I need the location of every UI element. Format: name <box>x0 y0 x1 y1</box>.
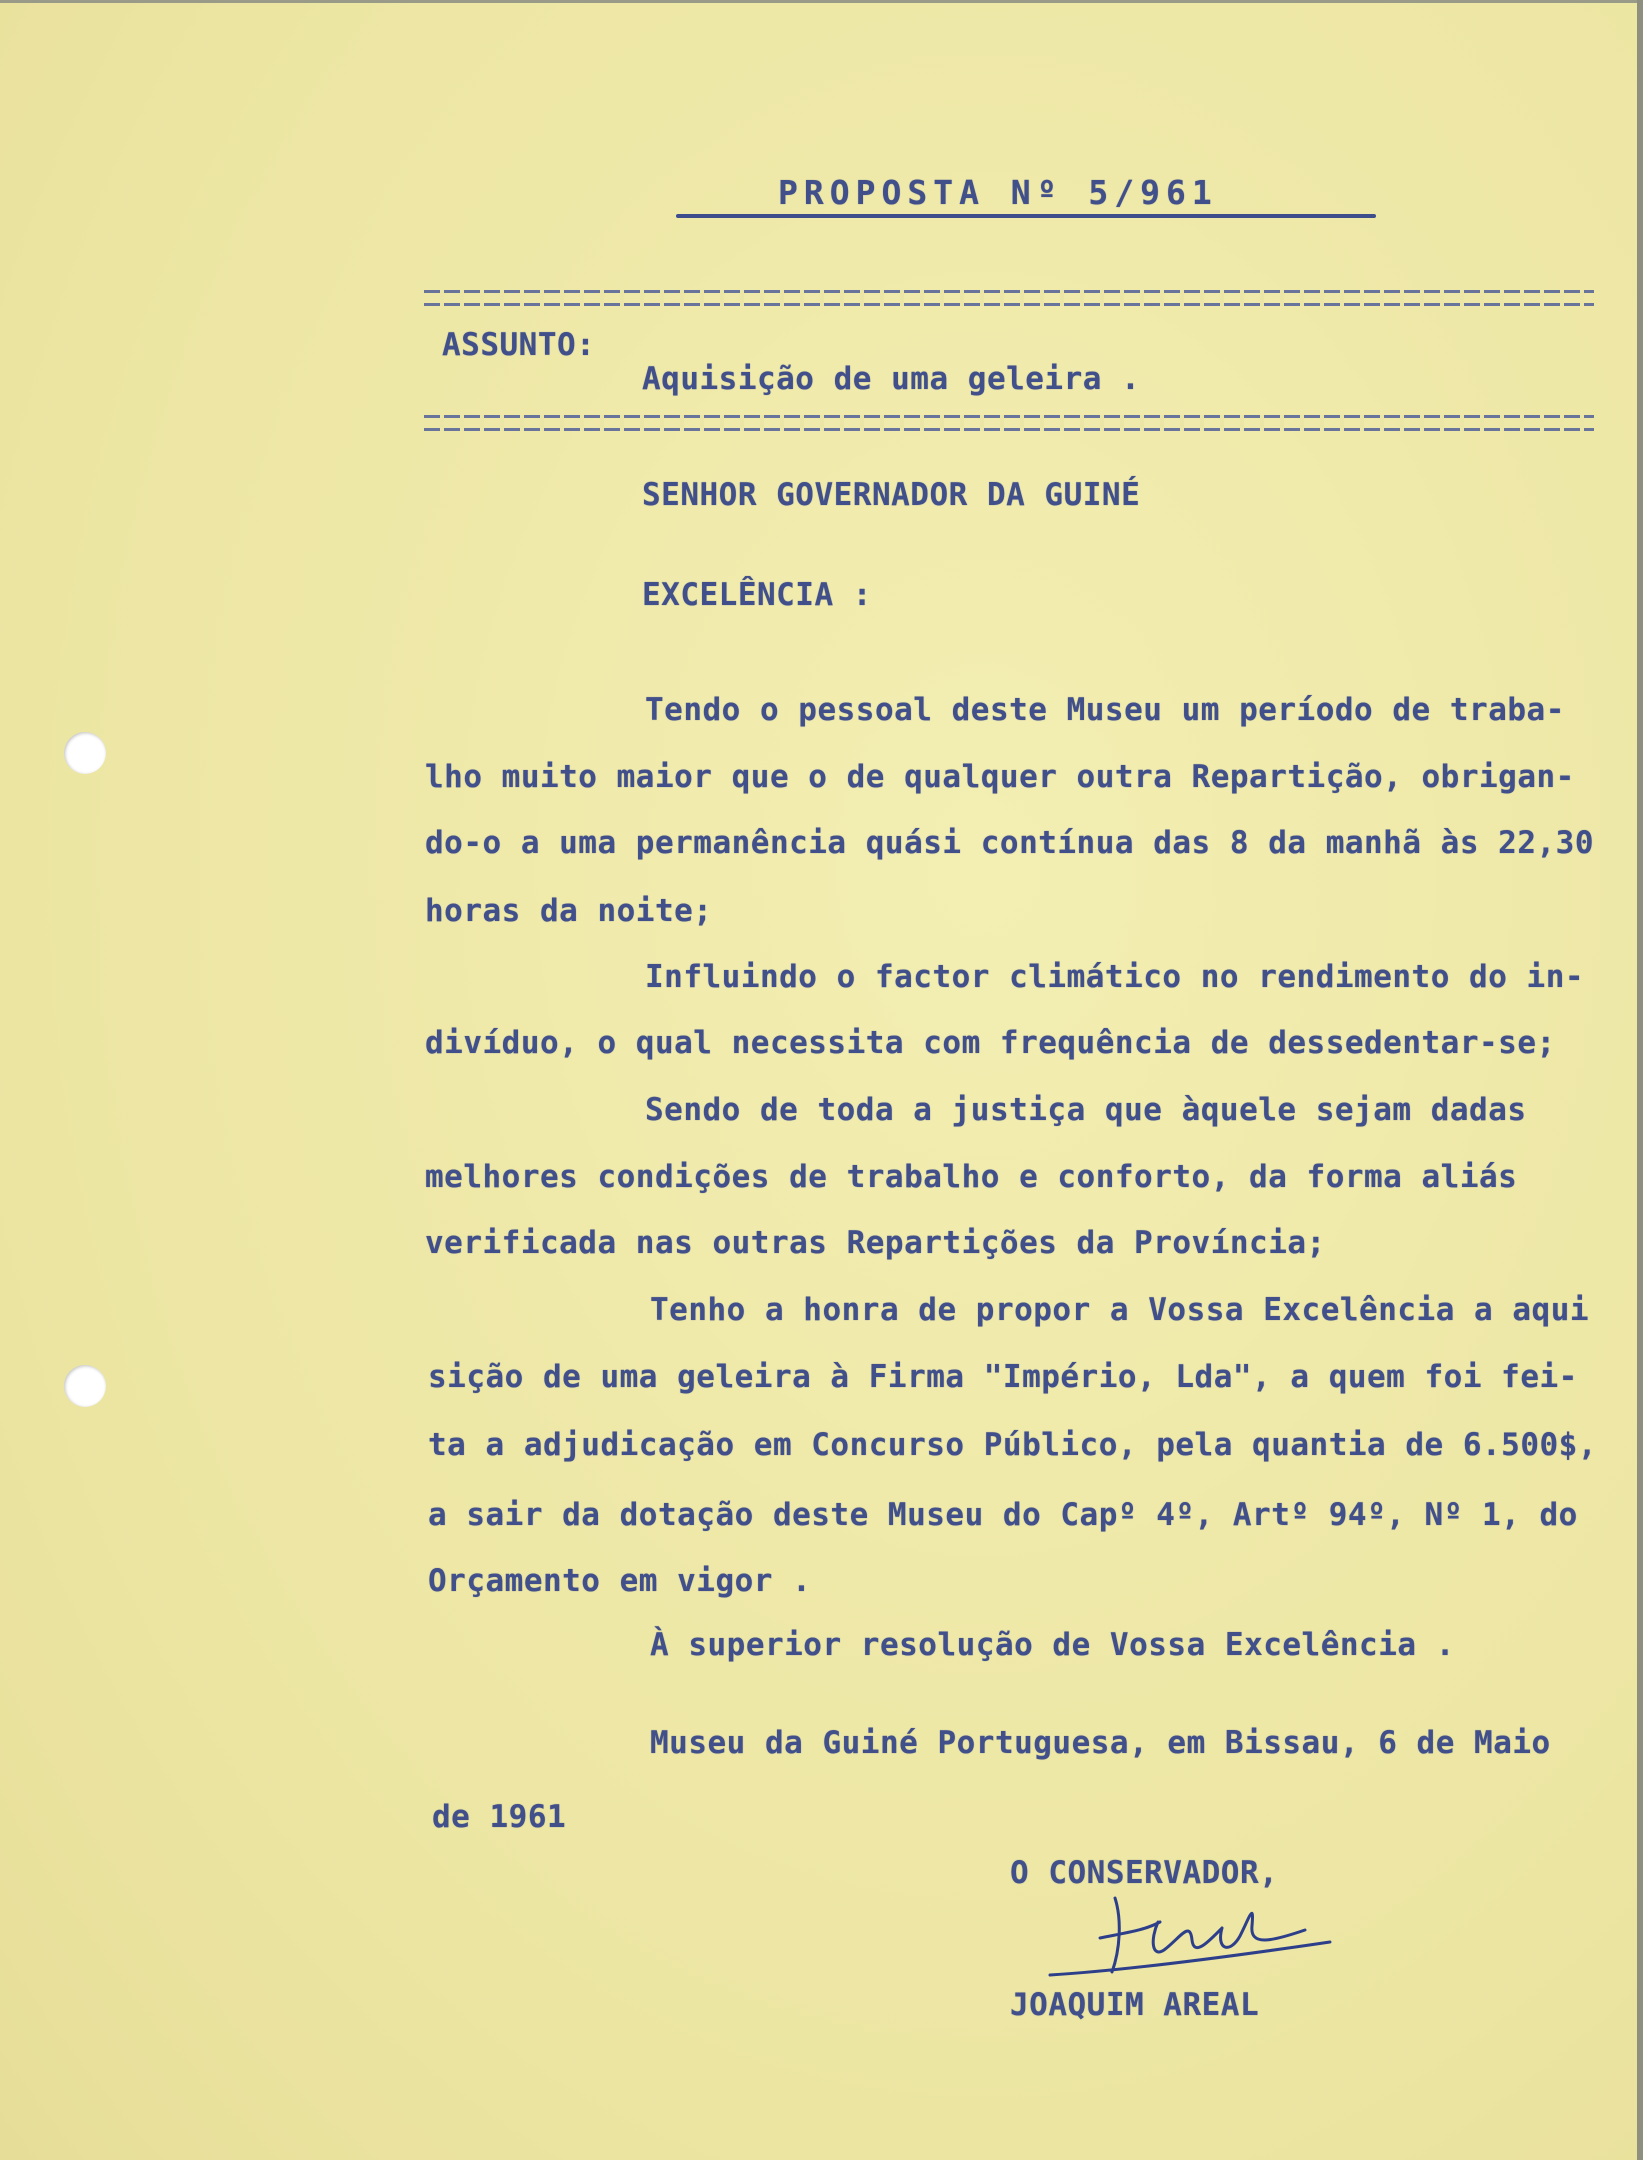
place-date-line: Museu da Guiné Portuguesa, em Bissau, 6 de Maio <box>650 1725 1551 1761</box>
place-date-line: de 1961 <box>432 1799 567 1835</box>
double-rule-top <box>424 290 1594 306</box>
subject-text: Aquisição de uma geleira . <box>642 361 1141 397</box>
signatory-title: O CONSERVADOR, <box>1010 1855 1279 1891</box>
title-underline <box>676 214 1376 218</box>
addressee: SENHOR GOVERNADOR DA GUINÉ <box>642 477 1141 513</box>
body-line: horas da noite; <box>425 893 713 929</box>
body-line: Orçamento em vigor . <box>428 1563 812 1599</box>
salutation: EXCELÊNCIA : <box>642 577 872 613</box>
body-line: Sendo de toda a justiça que àquele sejam dadas <box>645 1092 1527 1128</box>
body-line: divíduo, o qual necessita com frequência de dessedentar-se; <box>425 1025 1556 1061</box>
page-edge-top <box>0 0 1643 3</box>
punch-hole <box>64 1365 106 1407</box>
body-line: lho muito maior que o de qualquer outra Repartição, obrigan- <box>425 759 1575 795</box>
body-line: sição de uma geleira à Firma "Império, Lda", a quem foi fei- <box>428 1359 1578 1395</box>
body-line: Tendo o pessoal deste Museu um período de traba- <box>645 692 1565 728</box>
subject-label: ASSUNTO: <box>442 327 596 363</box>
document-title: PROPOSTA Nº 5/961 <box>778 173 1218 212</box>
page-edge-right <box>1637 0 1643 2160</box>
body-line: Tenho a honra de propor a Vossa Excelência a aqui <box>650 1292 1590 1328</box>
signatory-name: JOAQUIM AREAL <box>1010 1987 1260 2023</box>
body-line: a sair da dotação deste Museu do Capº 4º, Artº 94º, Nº 1, do <box>428 1497 1578 1533</box>
handwritten-signature <box>1040 1880 1340 2000</box>
body-line: ta a adjudicação em Concurso Público, pela quantia de 6.500$, <box>428 1427 1597 1463</box>
body-line: verificada nas outras Repartições da Província; <box>425 1225 1326 1261</box>
body-line: melhores condições de trabalho e conforto, da forma aliás <box>425 1159 1518 1195</box>
body-line: À superior resolução de Vossa Excelência . <box>650 1627 1455 1663</box>
punch-hole <box>64 732 106 774</box>
double-rule-bottom <box>424 415 1594 431</box>
body-line: Influindo o factor climático no rendimento do in- <box>645 959 1585 995</box>
body-line: do-o a uma permanência quási contínua das 8 da manhã às 22,30 <box>425 825 1594 861</box>
